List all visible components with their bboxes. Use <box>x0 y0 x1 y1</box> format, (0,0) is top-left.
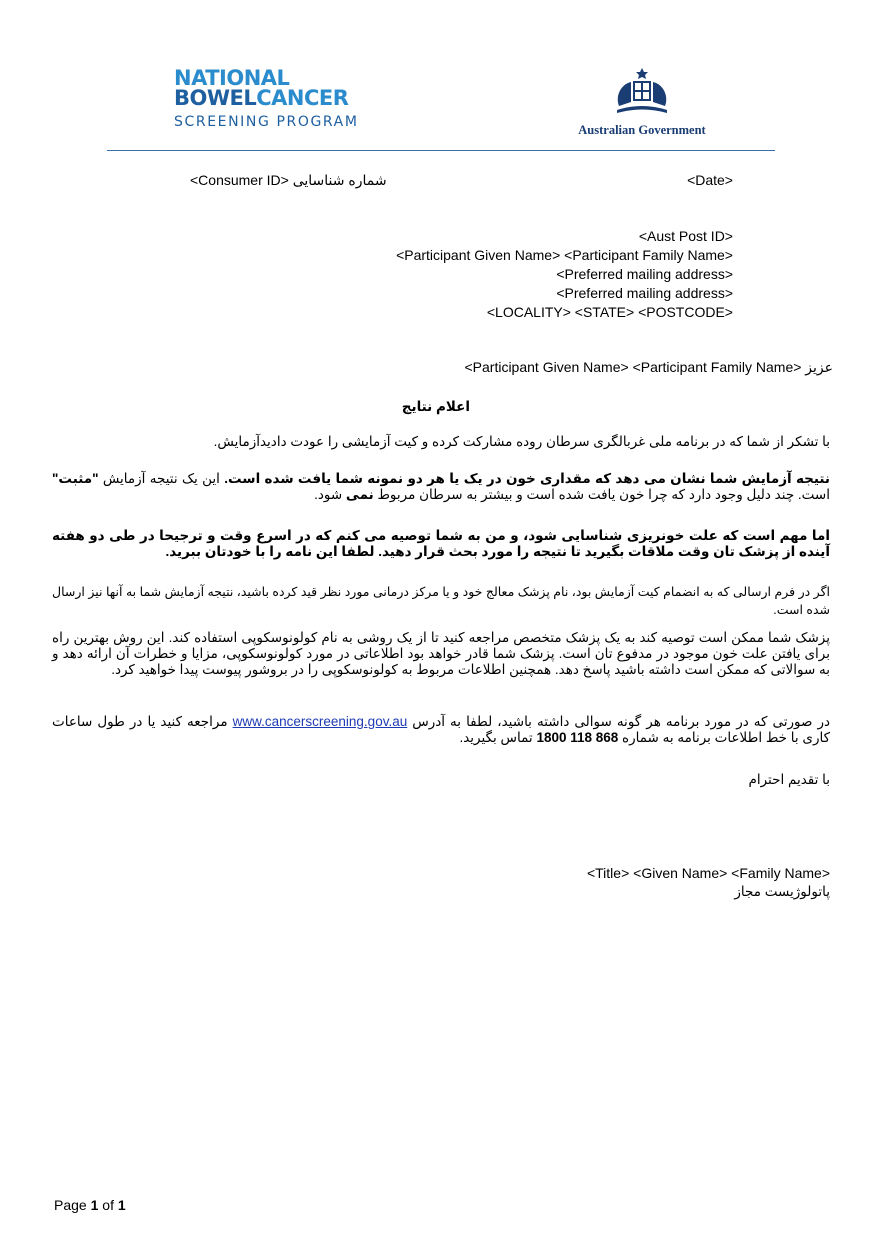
result-not: نمی <box>345 487 374 502</box>
phone-number: 1800 118 868 <box>536 730 619 745</box>
result-text-a: این یک نتیجه آزمایش <box>98 471 225 486</box>
page-of: of <box>98 1197 118 1213</box>
paragraph-contact <box>52 714 830 746</box>
consumer-id: <Consumer ID> شماره شناسایی <box>190 172 387 188</box>
paragraph-result <box>52 471 830 503</box>
paragraph-referral: اگر در فرم ارسالی که به انضمام کیت آزمایش بود، نام پزشک معالج خود و یا مرکز درمانی مورد نظر قید کرده باشید، نتیجه آزمایش شما به آنها نیز ارسال شده است. <box>52 585 830 617</box>
logo-line-bowel-cancer <box>174 88 374 108</box>
subject-heading: اعلام نتایج <box>401 399 470 414</box>
logo-line-screening: SCREENING PROGRAM <box>174 114 359 130</box>
page-current: 1 <box>90 1197 99 1213</box>
logo-word-cancer: CANCER <box>256 86 349 110</box>
result-text-c: شود. <box>314 487 346 502</box>
closing: با تقدیم احترام <box>748 772 830 787</box>
paragraph-thanks: با تشکر از شما که در برنامه ملی غربالگری سرطان روده مشارکت کرده و کیت آزمایشی را عودت دادیدآزمایش. <box>213 434 830 449</box>
address-line-5: <LOCALITY> <STATE> <POSTCODE> <box>486 304 733 320</box>
page-number <box>54 1196 126 1215</box>
result-positive: "مثبت" <box>52 471 99 486</box>
address-line-1: <Aust Post ID> <box>638 228 733 244</box>
signature-name: <Title> <Given Name> <Family Name> <box>586 865 830 881</box>
address-line-3: <Preferred mailing address> <box>556 266 733 282</box>
logo-word-bowel: BOWEL <box>174 86 257 110</box>
program-logo <box>174 68 374 130</box>
result-text-b: است. چند دلیل وجود دارد که چرا خون یافت شده است و بیشتر به سرطان مربوط <box>373 487 830 502</box>
page-prefix: Page <box>54 1197 91 1213</box>
address-line-4: <Preferred mailing address> <box>556 285 733 301</box>
paragraph-colonoscopy: پزشک شما ممکن است توصیه کند به یک پزشک متخصص مراجعه کنید تا از یک روشی به نام کولونوسکوپی استفاده کند. این روش بهترین راه برای یافتن علت خون موجود در مدفوع تان است. پزشک شما قادر خواهد بود اطلاعاتی در مورد کولونوسکوپی، مزایا و خطرات آن ارائه دهد و به سوالاتی که ممکن است داشته باشید پاسخ دهد. همچنین اطلاعات مربوط به کولونوسکوپی را در بروشور پیوست پیدا خواهید کرد. <box>52 630 830 677</box>
contact-text-b: مراجعه کنید یا در طول ساعات کاری با خط اطلاعات برنامه به شماره <box>52 714 830 745</box>
page-total: 1 <box>117 1197 126 1213</box>
signature-role: پاتولوژیست مجاز <box>734 884 830 899</box>
address-block <box>396 227 733 322</box>
result-statement: نتیجه آزمایش شما نشان می دهد که مقداری خون در یک یا هر دو نمونه شما یافت شده است. <box>224 471 830 486</box>
letter-date: <Date> <box>687 172 733 188</box>
header-divider <box>107 150 775 151</box>
contact-text-a: در صورتی که در مورد برنامه هر گونه سوالی داشته باشید، لطفا به آدرس <box>407 714 830 729</box>
paragraph-advice: اما مهم است که علت خونریزی شناسایی شود، و من به شما توصیه می کنم که در اسرع وقت و ترجیحا در طی دو هفته آینده از پزشک تان وقت ملاقات بگیرید تا نتیجه را مورد بحث قرار دهید. لطفا این نامه را با خودتان ببرید. <box>52 528 830 559</box>
government-logo <box>560 66 724 138</box>
coat-of-arms-icon <box>607 66 677 116</box>
government-name: Australian Government <box>578 123 706 137</box>
contact-text-c: تماس بگیرید. <box>459 730 537 745</box>
website-link[interactable]: www.cancerscreening.gov.au <box>232 714 408 729</box>
logo-line-national: NATIONAL <box>174 66 290 90</box>
salutation: <Participant Given Name> <Participant Family Name> عزیز <box>464 359 833 375</box>
address-line-2: <Participant Given Name> <Participant Family Name> <box>396 247 733 263</box>
